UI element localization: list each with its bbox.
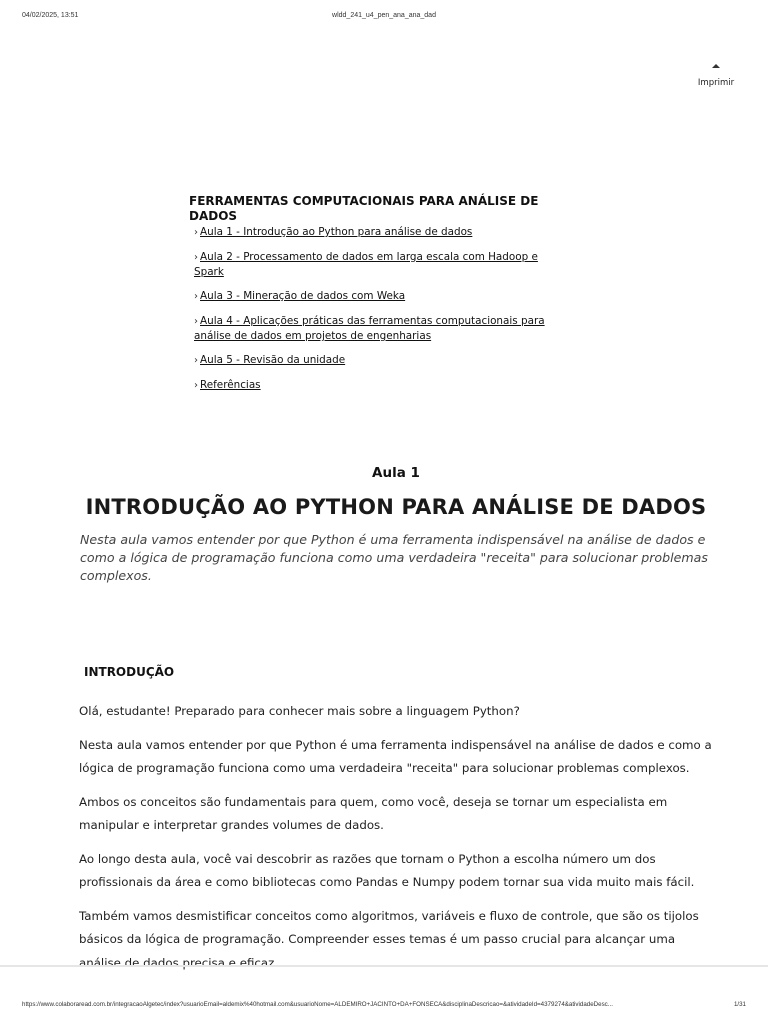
paragraph: Também vamos desmistificar conceitos como algoritmos, variáveis e fluxo de controle, que são os tijolos básicos da lógica de programação. Compreender esses temas é um passo crucial para alcançar uma análise de dados precisa e eficaz. [79, 908, 699, 970]
print-button-label: Imprimir [697, 78, 735, 88]
chevron-right-icon: › [194, 252, 198, 263]
chevron-right-icon: › [194, 316, 198, 327]
paragraph: Nesta aula vamos entender por que Python é uma ferramenta indispensável na análise de dados e como a lógica de programação funciona como uma verdadeira "receita" para solucionar problemas complexos. [79, 737, 712, 775]
footer-divider [0, 965, 768, 967]
paragraph: Ambos os conceitos são fundamentais para quem, como você, deseja se tornar um especialista em manipular e interpretar grandes volumes de dados. [79, 794, 668, 832]
toc-item-aula-4 [194, 314, 549, 343]
print-button[interactable] [694, 64, 738, 89]
toc-item-aula-3 [194, 289, 549, 304]
toc-list [189, 225, 549, 393]
toc-link-aula-1[interactable]: Aula 1 - Introdução ao Python para análise de dados [200, 226, 473, 238]
table-of-contents [189, 194, 549, 403]
chevron-right-icon: › [194, 355, 198, 366]
toc-link-referencias[interactable]: Referências [200, 379, 261, 391]
toc-item-aula-5 [194, 353, 549, 368]
toc-link-aula-3[interactable]: Aula 3 - Mineração de dados com Weka [200, 290, 406, 302]
page-title: INTRODUÇÃO AO PYTHON PARA ANÁLISE DE DADOS [85, 495, 707, 519]
introduction-body [79, 700, 719, 985]
toc-link-aula-5[interactable]: Aula 5 - Revisão da unidade [200, 354, 346, 366]
paragraph: Ao longo desta aula, você vai descobrir as razões que tornam o Python a escolha número um dos profissionais da área e como bibliotecas como Pandas e Numpy podem tornar sua vida muito mais fácil. [79, 851, 695, 889]
toc-title: FERRAMENTAS COMPUTACIONAIS PARA ANÁLISE DE DADOS [189, 194, 539, 223]
toc-item-aula-2 [194, 250, 549, 279]
lesson-label: Aula 1 [372, 465, 420, 481]
lesson-subtitle: Nesta aula vamos entender por que Python é uma ferramenta indispensável na análise de dados e como a lógica de programação funciona como uma verdadeira "receita" para solucionar problemas complexos. [80, 532, 708, 583]
print-footer-url: https://www.colaboraread.com.br/integracaoAlgetec/index?usuarioEmail=aldemix%40hotmail.com&usuarioNome=ALDEMIRO+JACINTO+DA+FONSECA&disciplinaDescricao=&atividadeId=4379274&atividadeDesc... [22, 1001, 613, 1008]
chevron-right-icon: › [194, 227, 198, 238]
section-heading-introducao: INTRODUÇÃO [84, 665, 175, 679]
chevron-right-icon: › [194, 291, 198, 302]
toc-link-aula-4[interactable]: Aula 4 - Aplicações práticas das ferramentas computacionais para análise de dados em projetos de engenharias [194, 315, 545, 342]
toc-item-referencias [194, 378, 549, 393]
print-footer-page-number: 1/31 [733, 1001, 746, 1008]
caret-up-icon [712, 64, 720, 68]
toc-link-aula-2[interactable]: Aula 2 - Processamento de dados em larga escala com Hadoop e Spark [194, 251, 538, 278]
print-header-doc-title: wldd_241_u4_pen_ana_ana_dad [332, 12, 436, 19]
print-header-datetime: 04/02/2025, 13:51 [22, 12, 79, 19]
chevron-right-icon: › [194, 380, 198, 391]
toc-item-aula-1 [194, 225, 549, 240]
paragraph: Olá, estudante! Preparado para conhecer mais sobre a linguagem Python? [79, 704, 520, 718]
